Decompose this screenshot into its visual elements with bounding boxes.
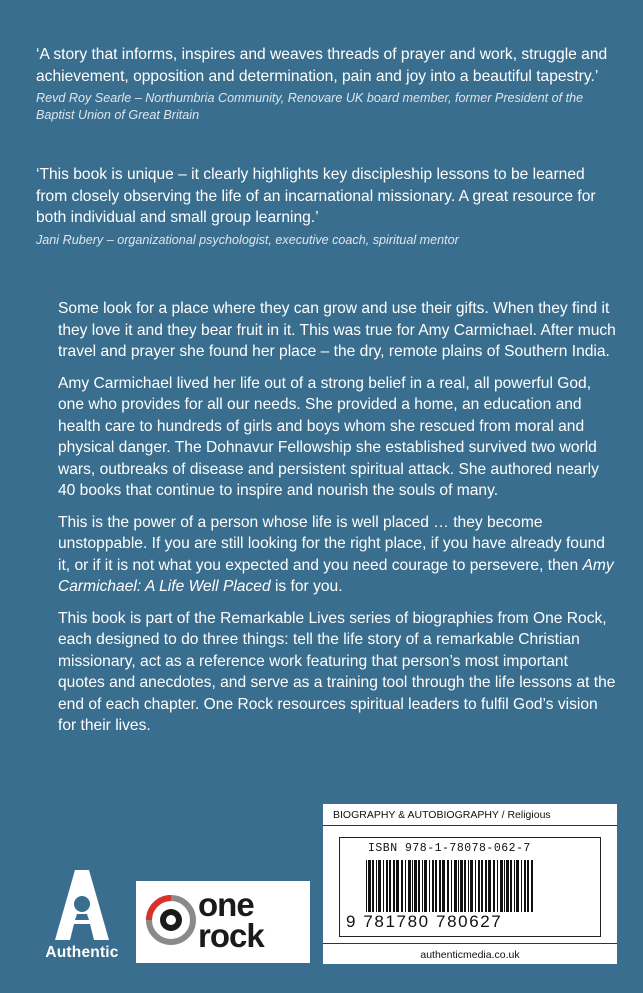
barcode-panel <box>339 837 601 937</box>
authentic-logo <box>40 868 124 966</box>
blurb-paragraph-4 <box>58 608 618 737</box>
blurb-paragraph-4-text: This book is part of the Remarkable Lives series of biographies from One Rock, each designed to do three things: tell the life story of a remarkable Christian missionary, act as a reference work featuring that person’s most important quotes and anecdotes, and serve as a training tool through the life lessons at the end of each chapter. One Rock resources spiritual leaders to fulfil God’s vision for their lives. <box>58 609 616 734</box>
endorsement-2-attribution: Jani Rubery – organizational psychologist, executive coach, spiritual mentor <box>36 232 459 247</box>
one-rock-logo <box>136 881 310 963</box>
isbn-text: ISBN 978-1-78078-062-7 <box>368 842 531 855</box>
barcode-box <box>323 804 617 964</box>
blurb-paragraph-3-start: This is the power of a person whose life is well placed … they become unstoppable. If you are still looking for the right place, if you have already found it, or if it is not what you expected and you need courage to persevere, then <box>58 513 605 574</box>
endorsement-2-text: ‘This book is unique – it clearly highlights key discipleship lessons to be learned from closely observing the life of an incarnational missionary. A great resource for both individual and small group learning.’ <box>36 166 596 226</box>
authentic-logo-text: Authentic <box>45 944 119 961</box>
one-rock-circle-icon <box>146 895 196 945</box>
blurb-paragraph-3 <box>58 512 618 598</box>
endorsement-2 <box>36 164 616 249</box>
one-rock-word-one: one <box>198 886 254 923</box>
authentic-a-icon <box>53 868 111 942</box>
barcode-bars <box>366 860 584 912</box>
blurb <box>58 298 618 747</box>
blurb-paragraph-3-end: is for you. <box>270 578 343 595</box>
barcode-number: 9 781780 780627 <box>346 912 503 931</box>
one-rock-word-rock: rock <box>198 917 264 954</box>
endorsement-1-attribution: Revd Roy Searle – Northumbria Community, Renovare UK board member, former President of the Baptist Union of Great Britain <box>36 91 584 122</box>
endorsement-1-text: ‘A story that informs, inspires and weaves threads of prayer and work, struggle and achievement, opposition and determination, pain and joy into a beautiful tapestry.’ <box>36 46 608 85</box>
bisac-category: BIOGRAPHY & AUTOBIOGRAPHY / Religious <box>323 804 617 826</box>
book-title: Amy Carmichael: A Life Well Placed <box>58 556 614 595</box>
endorsement-1 <box>36 44 616 124</box>
blurb-paragraph-1: Some look for a place where they can grow and use their gifts. When they find it they love it and they bear fruit in it. This was true for Amy Carmichael. After much travel and prayer she found her place – the dry, remote plains of Southern India. <box>58 300 616 360</box>
blurb-paragraph-2: Amy Carmichael lived her life out of a strong belief in a real, all powerful God, one who provides for all our needs. She provided a home, an education and health care to hundreds of girls and boys whom she rescued from moral and physical danger. The Dohnavur Fellowship she established survived two world wars, outbreaks of disease and persistent spiritual attack. She authored nearly 40 books that continue to inspire and nourish the souls of many. <box>58 374 599 499</box>
publisher-url: authenticmedia.co.uk <box>323 943 617 961</box>
one-rock-wordmark <box>198 886 264 954</box>
